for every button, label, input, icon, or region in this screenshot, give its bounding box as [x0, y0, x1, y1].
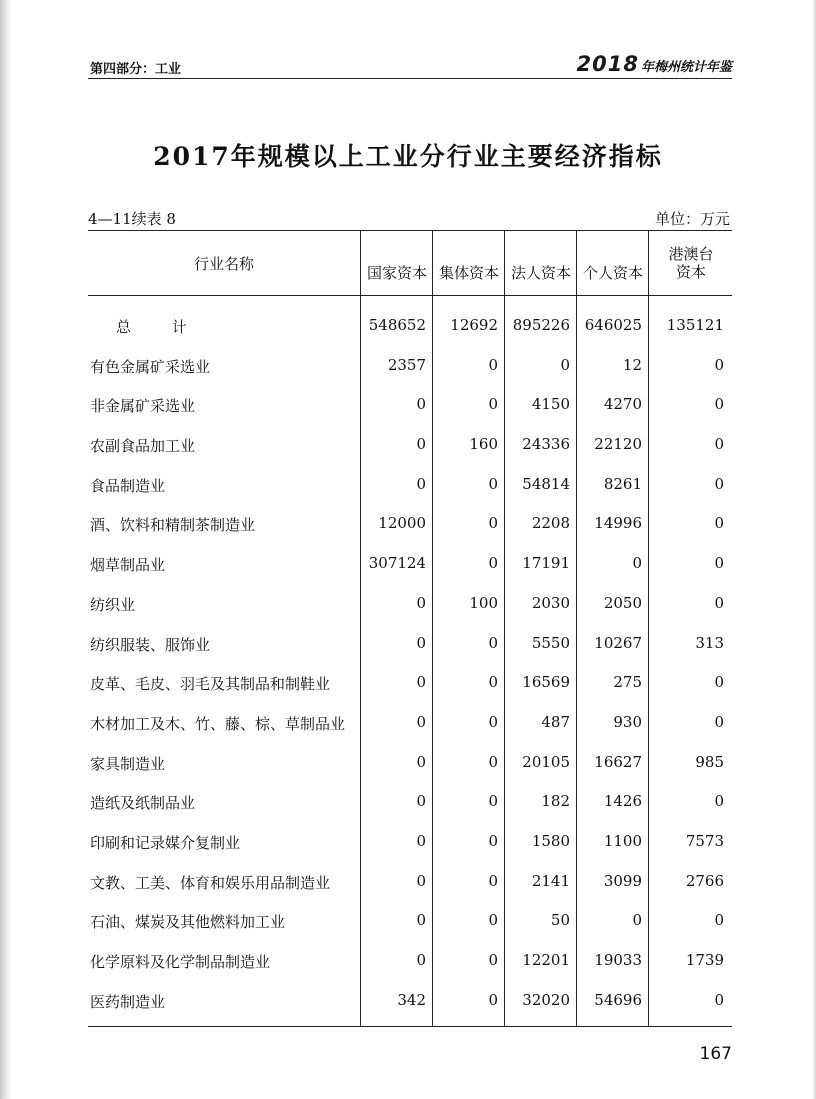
row-industry-name: 纺织服装、服饰业: [90, 635, 211, 654]
row-value-v5: 1739: [685, 951, 724, 969]
table-row: [88, 941, 732, 981]
table-row: [88, 822, 732, 862]
row-value-v1: 548652: [368, 316, 426, 334]
row-value-v1: 0: [416, 752, 426, 771]
table-meta: [88, 208, 732, 230]
column-header-individual-capital-label: 个人资本: [582, 264, 643, 282]
yearbook-year: 2018: [576, 52, 639, 76]
page-title: 2017年规模以上工业分行业主要经济指标: [153, 142, 663, 171]
row-value-v1: 0: [416, 435, 426, 454]
row-value-v5: 0: [714, 673, 724, 692]
row-value-v5: 7573: [685, 831, 724, 850]
row-value-v2: 0: [488, 712, 498, 731]
row-value-v5: 2766: [685, 871, 724, 890]
row-value-v4: 10267: [594, 633, 642, 652]
row-industry-name: 烟草制品业: [90, 556, 166, 575]
column-header-legal-person-capital: [504, 231, 577, 295]
row-value-v4: 930: [613, 712, 642, 731]
column-header-legal-person-capital-label: 法人资本: [510, 264, 571, 282]
row-value-v4: 646025: [584, 316, 642, 334]
row-value-v1: 0: [416, 474, 426, 493]
row-value-v4: 3099: [603, 871, 642, 890]
row-value-v2: 0: [488, 792, 498, 811]
row-industry-name: 木材加工及木、竹、藤、棕、草制品业: [90, 714, 346, 733]
row-value-v1: 12000: [378, 514, 426, 533]
row-industry-name: 化学原料及化学制品制造业: [90, 953, 271, 971]
data-table: [88, 230, 732, 1027]
row-value-v3: 12201: [522, 951, 570, 969]
row-value-v5: 313: [695, 633, 724, 652]
row-value-v4: 19033: [594, 951, 642, 969]
running-header: [88, 52, 732, 78]
page-number: 167: [699, 1044, 732, 1064]
row-value-v2: 0: [488, 673, 498, 692]
row-value-v2: 0: [488, 831, 498, 850]
row-value-v3: 16569: [522, 673, 570, 692]
table-body: [88, 296, 732, 1026]
row-industry-name: 总 计: [116, 318, 205, 336]
row-value-v2: 160: [469, 435, 498, 454]
table-row-total: [88, 306, 732, 346]
table-row: [88, 703, 732, 743]
row-value-v2: 0: [488, 633, 498, 652]
row-value-v2: 0: [488, 752, 498, 771]
column-header-hk-macao-taiwan-capital: [648, 231, 733, 295]
row-value-v4: 2050: [603, 593, 642, 612]
row-value-v4: 8261: [603, 474, 642, 493]
row-value-v1: 0: [416, 871, 426, 890]
table-row: [88, 385, 732, 425]
table-row: [88, 743, 732, 783]
row-value-v3: 32020: [522, 990, 570, 1009]
row-industry-name: 皮革、毛皮、羽毛及其制品和制鞋业: [90, 675, 331, 694]
table-row: [88, 663, 732, 703]
table-header: [88, 231, 732, 296]
row-value-v2: 0: [488, 355, 498, 374]
table-row: [88, 901, 732, 941]
yearbook-name: 年梅州统计年鉴: [640, 60, 732, 75]
row-value-v3: 50: [550, 911, 570, 930]
row-value-v5: 0: [714, 355, 724, 374]
table-row: [88, 782, 732, 822]
row-value-v5: 0: [714, 554, 724, 573]
row-value-v1: 2357: [387, 355, 426, 374]
row-value-v4: 16627: [594, 752, 642, 771]
row-value-v2: 0: [488, 514, 498, 533]
row-value-v5: 0: [714, 792, 724, 811]
table-row: [88, 862, 732, 902]
row-value-v3: 487: [541, 712, 570, 731]
section-label: 第四部分：工业: [90, 62, 182, 77]
row-value-v3: 17191: [522, 554, 570, 573]
yearbook-label: [577, 52, 732, 76]
row-industry-name: 文教、工美、体育和娱乐用品制造业: [90, 873, 331, 892]
row-value-v3: 1580: [531, 831, 570, 850]
table-row: [88, 584, 732, 624]
row-industry-name: 医药制造业: [90, 992, 166, 1011]
row-value-v1: 307124: [368, 554, 426, 573]
row-value-v4: 12: [622, 355, 642, 374]
row-value-v3: 895226: [512, 316, 570, 334]
row-value-v5: 0: [714, 435, 724, 454]
row-value-v3: 2030: [531, 593, 570, 612]
row-value-v5: 0: [714, 395, 724, 414]
row-value-v1: 0: [416, 831, 426, 850]
row-value-v2: 100: [469, 593, 498, 612]
row-industry-name: 家具制造业: [90, 754, 166, 773]
header-rule: [88, 78, 732, 79]
row-value-v1: 0: [416, 792, 426, 811]
row-industry-name: 酒、饮料和精制茶制造业: [90, 516, 256, 535]
table-row: [88, 425, 732, 465]
row-value-v3: 2208: [531, 514, 570, 533]
row-value-v5: 135121: [666, 316, 724, 334]
row-value-v1: 0: [416, 633, 426, 652]
row-industry-name: 农副食品加工业: [90, 437, 196, 456]
table-row: [88, 346, 732, 386]
row-value-v2: 0: [488, 554, 498, 573]
row-value-v4: 1426: [603, 792, 642, 811]
row-value-v1: 0: [416, 395, 426, 414]
table-row: [88, 981, 732, 1021]
row-value-v1: 0: [416, 951, 426, 969]
row-value-v3: 4150: [531, 395, 570, 414]
row-industry-name: 有色金属矿采选业: [90, 357, 211, 376]
row-value-v3: 5550: [531, 633, 570, 652]
row-value-v3: 2141: [531, 871, 570, 890]
row-industry-name: 纺织业: [90, 595, 136, 614]
row-value-v3: 24336: [522, 435, 570, 454]
row-value-v5: 0: [714, 911, 724, 930]
column-header-name: 行业名称: [193, 255, 254, 273]
column-header-hk-line1: 港澳台: [668, 245, 714, 263]
row-industry-name: 造纸及纸制品业: [90, 794, 196, 813]
row-value-v5: 0: [714, 514, 724, 533]
row-value-v4: 54696: [594, 990, 642, 1009]
row-value-v3: 182: [541, 792, 570, 811]
column-header-hk-line2: 资本: [675, 263, 706, 281]
row-value-v1: 0: [416, 712, 426, 731]
row-value-v4: 275: [613, 673, 642, 692]
row-value-v3: 20105: [522, 752, 570, 771]
table-row: [88, 465, 732, 505]
row-industry-name: 印刷和记录媒介复制业: [90, 833, 241, 852]
column-header-collective-capital: [432, 231, 505, 295]
table-code: 4—11续表 8: [88, 210, 176, 228]
row-value-v4: 1100: [603, 831, 642, 850]
row-value-v2: 0: [488, 395, 498, 414]
row-value-v4: 4270: [603, 395, 642, 414]
row-value-v1: 342: [397, 990, 426, 1009]
row-value-v5: 0: [714, 593, 724, 612]
row-industry-name: 食品制造业: [90, 476, 166, 495]
row-industry-name: 石油、煤炭及其他燃料加工业: [90, 913, 286, 932]
table-row: [88, 624, 732, 664]
unit-label: 单位：万元: [654, 210, 730, 228]
row-value-v4: 14996: [594, 514, 642, 533]
row-value-v5: 985: [695, 752, 724, 771]
row-value-v2: 0: [488, 990, 498, 1009]
row-value-v2: 0: [488, 474, 498, 493]
row-value-v2: 0: [488, 951, 498, 969]
row-value-v2: 0: [488, 871, 498, 890]
table-row: [88, 504, 732, 544]
table-bottom-rule: [88, 1026, 732, 1027]
row-value-v4: 0: [632, 911, 642, 930]
table-row: [88, 544, 732, 584]
row-value-v4: 22120: [594, 435, 642, 454]
row-industry-name: 非金属矿采选业: [90, 397, 196, 416]
row-value-v5: 0: [714, 990, 724, 1009]
column-header-state-capital: [360, 231, 433, 295]
column-header-individual-capital: [576, 231, 649, 295]
row-value-v2: 12692: [450, 316, 498, 334]
row-value-v4: 0: [632, 554, 642, 573]
column-header-collective-capital-label: 集体资本: [438, 264, 499, 282]
row-value-v1: 0: [416, 673, 426, 692]
column-header-state-capital-label: 国家资本: [366, 264, 427, 282]
row-value-v2: 0: [488, 911, 498, 930]
row-value-v5: 0: [714, 474, 724, 493]
row-value-v3: 0: [560, 355, 570, 374]
row-value-v1: 0: [416, 911, 426, 930]
row-value-v3: 54814: [522, 474, 570, 493]
row-value-v5: 0: [714, 712, 724, 731]
row-value-v1: 0: [416, 593, 426, 612]
